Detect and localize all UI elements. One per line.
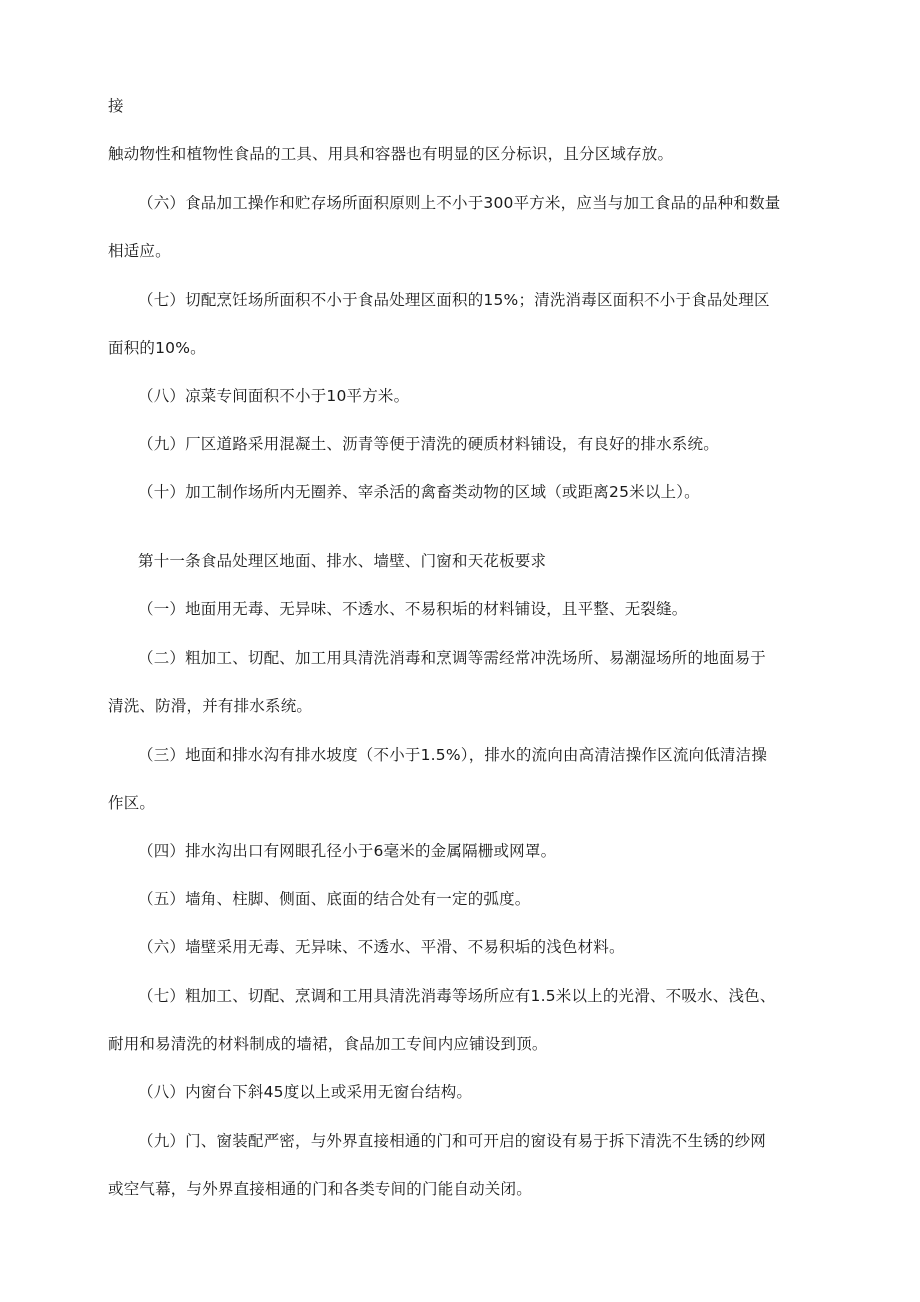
text-line: 作区。: [108, 794, 156, 812]
text-line: （七）切配烹饪场所面积不小于食品处理区面积的15%；清洗消毒区面积不小于食品处理区: [138, 291, 770, 309]
text-line: 触动物性和植物性食品的工具、用具和容器也有明显的区分标识，且分区域存放。: [108, 145, 674, 163]
text-line: 相适应。: [108, 242, 171, 260]
text-line: （四）排水沟出口有网眼孔径小于6毫米的金属隔栅或网罩。: [138, 842, 557, 860]
text-line: （七）粗加工、切配、烹调和工用具清洗消毒等场所应有1.5米以上的光滑、不吸水、浅色、: [138, 987, 776, 1005]
section-heading: 第十一条食品处理区地面、排水、墙壁、门窗和天花板要求: [138, 552, 547, 570]
text-line: （六）食品加工操作和贮存场所面积原则上不小于300平方米，应当与加工食品的品种和数量: [138, 194, 781, 212]
text-line: （二）粗加工、切配、加工用具清洗消毒和烹调等需经常冲洗场所、易潮湿场所的地面易于: [138, 649, 767, 667]
text-line: 接: [108, 97, 124, 115]
text-line: 或空气幕，与外界直接相通的门和各类专间的门能自动关闭。: [108, 1180, 532, 1198]
text-line: （八）内窗台下斜45度以上或采用无窗台结构。: [138, 1083, 473, 1101]
text-line: 清洗、防滑，并有排水系统。: [108, 697, 313, 715]
text-line: 耐用和易清洗的材料制成的墙裙，食品加工专间内应铺设到顶。: [108, 1035, 548, 1053]
text-line: 面积的10%。: [108, 339, 206, 357]
text-line: （一）地面用无毒、无异味、不透水、不易积垢的材料铺设，且平整、无裂缝。: [138, 600, 688, 618]
text-line: （十）加工制作场所内无圈养、宰杀活的禽畜类动物的区域（或距离25米以上）。: [138, 483, 700, 501]
text-line: （八）凉菜专间面积不小于10平方米。: [138, 387, 410, 405]
text-line: （五）墙角、柱脚、侧面、底面的结合处有一定的弧度。: [138, 890, 531, 908]
text-line: （六）墙壁采用无毒、无异味、不透水、平滑、不易积垢的浅色材料。: [138, 938, 625, 956]
text-line: （九）厂区道路采用混凝土、沥青等便于清洗的硬质材料铺设，有良好的排水系统。: [138, 435, 719, 453]
text-line: （九）门、窗装配严密，与外界直接相通的门和可开启的窗设有易于拆下清洗不生锈的纱网: [138, 1132, 767, 1150]
text-line: （三）地面和排水沟有排水坡度（不小于1.5%），排水的流向由高清洁操作区流向低清洁操: [138, 746, 768, 764]
